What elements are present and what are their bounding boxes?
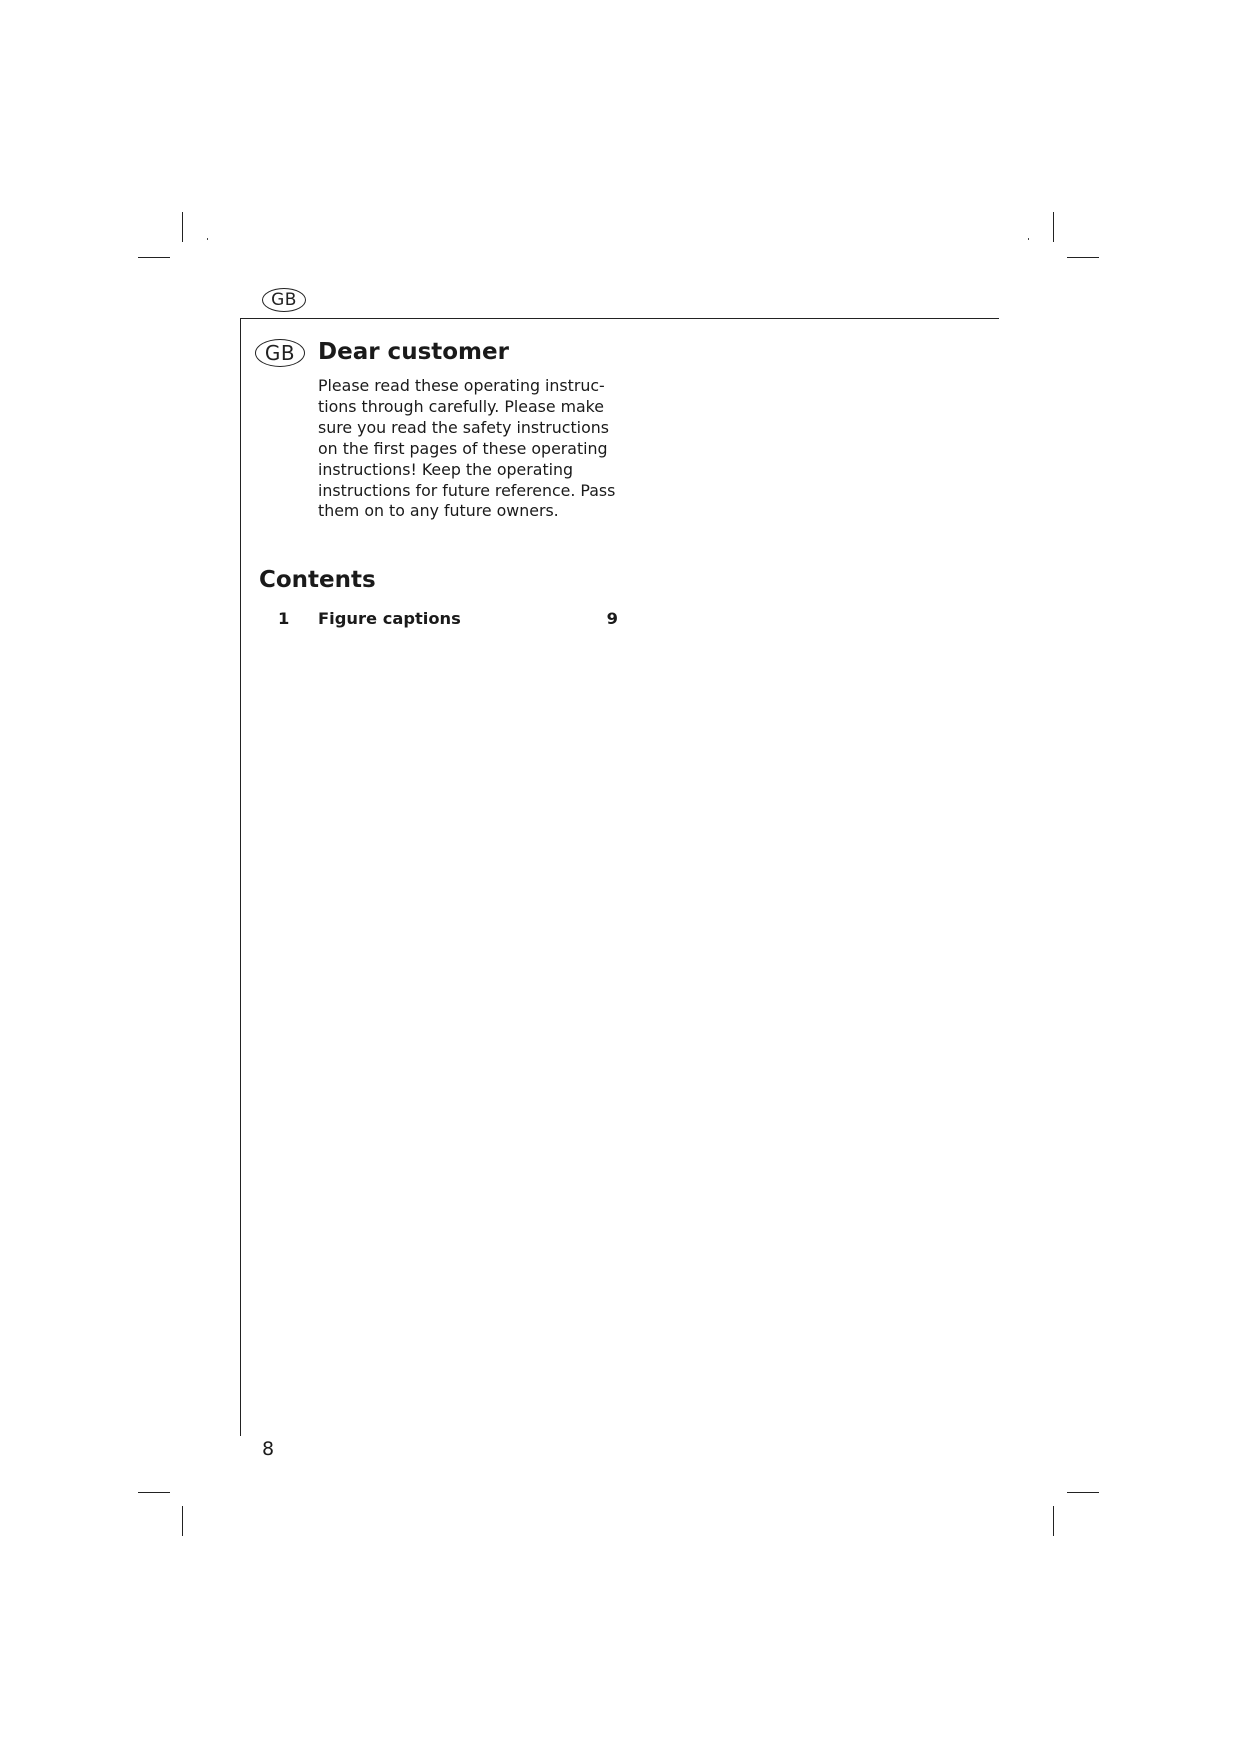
intro-line: sure you read the safety instructions — [318, 417, 609, 437]
crop-mark — [1067, 1492, 1099, 1493]
intro-line: Please read these operating instruc- — [318, 376, 605, 395]
contents-title: Contents — [259, 567, 376, 593]
toc-entry-title — [318, 608, 578, 631]
crop-mark — [1053, 212, 1054, 242]
crop-mark — [138, 1492, 170, 1493]
intro-line: on the first pages of these operating — [318, 438, 608, 458]
crop-mark — [138, 257, 170, 258]
intro-line: instructions for future reference. Pass — [318, 480, 616, 500]
crop-mark — [1053, 1506, 1054, 1536]
margin-rule — [240, 318, 241, 1436]
crop-mark — [1067, 257, 1099, 258]
registration-dot — [207, 238, 208, 240]
intro-title: Dear customer — [318, 339, 509, 365]
crop-mark — [182, 212, 183, 242]
page-number: 8 — [262, 1438, 275, 1460]
intro-line: instructions! Keep the operating — [318, 459, 574, 479]
toc-chapter — [278, 608, 618, 631]
intro-line: them on to any future owners. — [318, 501, 559, 521]
intro-line: tions through carefully. Please make — [318, 396, 604, 416]
language-badge: GB — [262, 288, 306, 312]
intro-text — [318, 376, 616, 522]
toc-left-column — [278, 608, 618, 631]
registration-dot — [1028, 238, 1029, 240]
intro-language-badge: GB — [255, 339, 305, 367]
header-rule — [240, 318, 999, 319]
crop-mark — [182, 1506, 183, 1536]
toc-entry-page: 9 — [606, 609, 618, 628]
toc-entry-number: 1 — [278, 609, 290, 628]
toc-entry-title-line: Figure captions — [318, 609, 461, 628]
